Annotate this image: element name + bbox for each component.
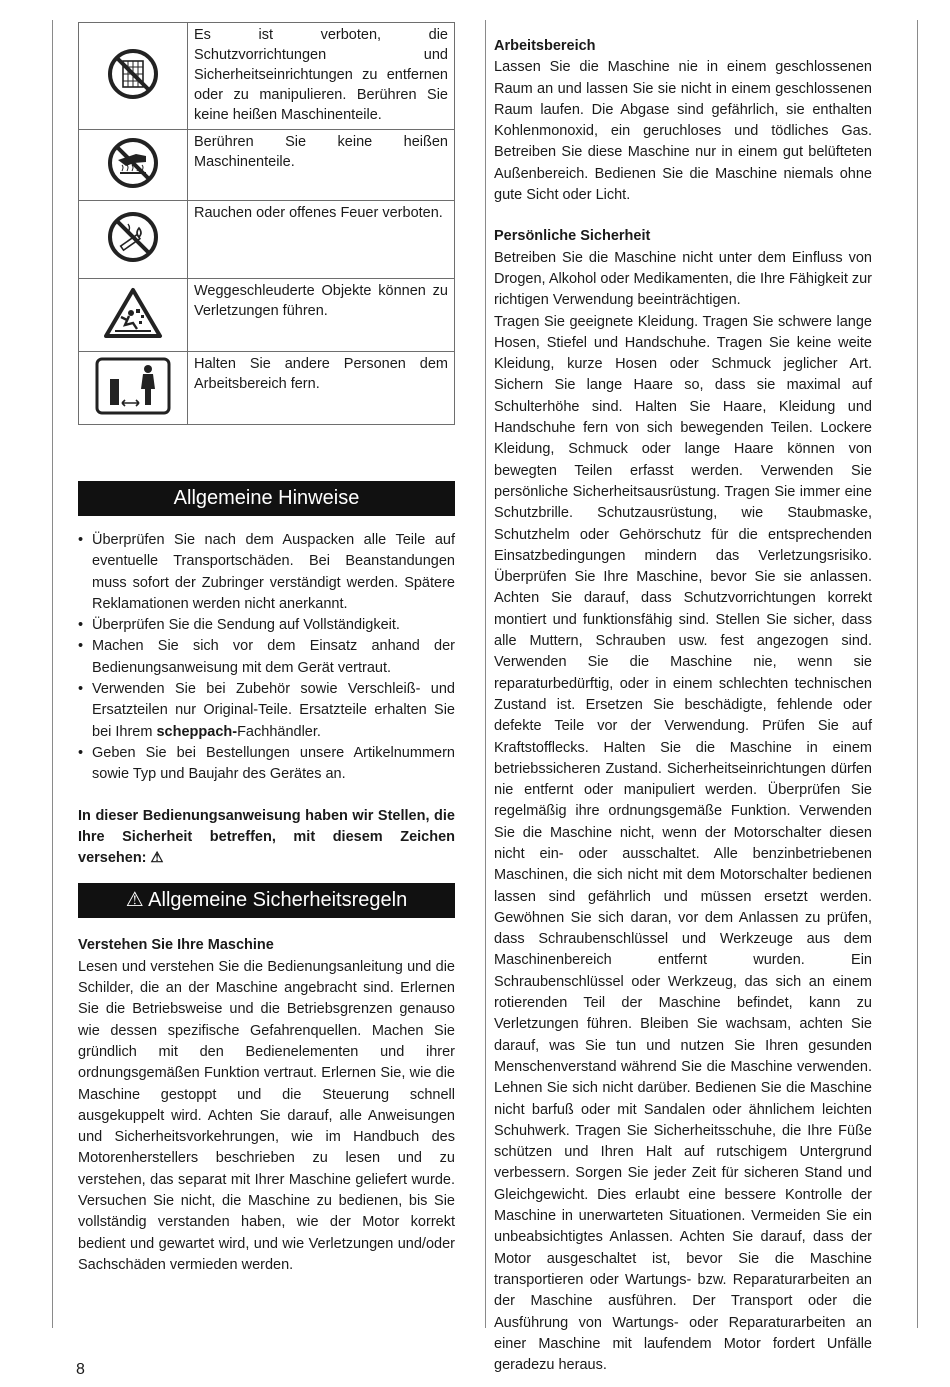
no-smoking-fire-icon [106, 210, 160, 264]
bullet: • [78, 638, 84, 655]
list-item: • Überprüfen Sie nach dem Auspacken alle Teile auf eventuelle Transportschäden. Bei Beanstandungen muss sofort der Zubringer verständigt werden. Spätere Reklamationen werden nicht anerkannt. [78, 532, 455, 612]
no-touch-hot-surface-icon [106, 136, 160, 190]
symbol-row [79, 201, 455, 279]
left-column [78, 22, 455, 1276]
keep-distance-persons-icon [95, 357, 171, 415]
list-item: • Machen Sie sich vor dem Einsatz anhand der Bedienungsanweisung mit dem Gerät vertraut. [78, 638, 455, 676]
right-column [494, 36, 872, 1376]
bullet: • [78, 744, 84, 761]
list-item: • Überprüfen Sie die Sendung auf Vollständigkeit. [78, 615, 455, 636]
brand-name: scheppach- [156, 723, 238, 740]
work-area-title: Arbeitsbereich [494, 38, 596, 54]
understand-machine-text: Lesen und verstehen Sie die Bedienungsanleitung und die Schilder, die an der Maschine angebracht sind. Erlernen Sie die Betriebsweise und die Betriebsgrenzen genauso wie dessen spezifische Gefahrenquellen. Machen Sie gründlich mit den Bedienelementen und ihrer ordnungsgemäßen Funktion vertraut. Erlernen Sie, wie die Maschine gestoppt und die Steuerung schnell ausgekuppelt wird. Achten Sie darauf, alle Anweisungen und Sicherheitsvorkehrungen, wie im Handbuch des Motorenherstellers beschrieben zu lesen und zu verstehen, das separat mit Ihrer Maschine geliefert wurde. Versuchen Sie nicht, die Maschine zu bedienen, bis Sie vollständig verstanden haben, wie der Motor korrekt bedient und gewartet wird, und wie Verletzungen und/oder Sachschäden vermieden werden. [78, 958, 455, 1273]
list-item: • Verwenden Sie bei Zubehör sowie Verschleiß- und Ersatzteilen nur Original-Teile. Ersatzteile erhalten Sie bei Ihrem scheppach-Fachhändler. [78, 681, 455, 740]
column-rule-middle [485, 20, 486, 1328]
warning-symbol-note: In dieser Bedienungsanweisung haben wir Stellen, die Ihre Sicherheit betreffen, mit diesem Zeichen versehen: ⚠ [78, 807, 455, 867]
bullet: • [78, 617, 84, 634]
page-number: 8 [76, 1361, 85, 1378]
symbol-row [79, 352, 455, 425]
general-notes-list [78, 530, 455, 786]
symbol-text: Halten Sie andere Personen dem Arbeitsbereich fern. [188, 352, 455, 425]
personal-safety-text-1: Betreiben Sie die Maschine nicht unter dem Einfluss von Drogen, Alkohol oder Medikamenten, die Ihre Fähigkeit zur richtigen Verwendung beeinträchtigen. [494, 249, 873, 309]
list-item: • Geben Sie bei Bestellungen unsere Artikelnummern sowie Typ und Baujahr des Gerätes an. [78, 744, 455, 783]
symbol-row [79, 23, 455, 130]
personal-safety-text-2: Tragen Sie geeignete Kleidung. Tragen Sie schwere lange Hosen, Stiefel und Handschuhe. Tragen Sie keine weite Kleidung, kurze Hosen oder Schmuck jeglicher Art. Sichern Sie lange Haare so, dass sie maximal auf Schulterhöhe sind. Halten Sie Haare, Kleidung und Handschuhe fern von sich bewegenden Teilen. Lockere Kleidung, Schmuck oder lange Haare können von bewegten Teilen erfasst werden. Verwenden Sie persönliche Sicherheitsausrüstung. Tragen Sie immer eine Schutzbrille. Schutzausrüstung, wie Staubmaske, Schutzhelm oder Gehörschutz für die entsprechenden Einsatzbedingungen mindern das Verletzungsrisiko. Überprüfen Sie Ihre Maschine, bevor Sie sie anlassen. Achten Sie darauf, dass Schutzvorrichtungen korrekt montiert und funktionsfähig sind. Stellen Sie sicher, dass alle Muttern, Schrauben usw. fest angezogen sind. Verwenden Sie die Maschine nie, wenn sie reparaturbedürftig, oder in einem schlechten technischen Zustand ist. Ersetzen Sie beschädigte, fehlende oder defekte Teile vor der Verwendung. Prüfen Sie auf Kraftstofflecks. Halten Sie die Maschine in einem betriebssicheren Zustand. Sicherheitseinrichtungen dürfen nie entfernt oder manipuliert werden. Überprüfen Sie regelmäßig ihre ordnungsgemäße Funktion. Verwenden Sie die Maschine nicht, wenn der Motorschalter diesen nicht ein- oder ausschaltet. Alle benzinbetriebenen Maschinen, die sich nicht mit dem Motorschalter bedienen lassen sind gefährlich und müssen ersetzt werden. Gewöhnen Sie sich daran, vor dem Anlassen zu prüfen, dass Schraubenschlüssel und Werkzeuge aus dem Maschinenbereich entfernt wurden. Ein Schraubenschlüssel oder Werkzeug, das sich an einem rotierenden Teil der Maschine befindet, kann zu Verletzungen führen. Bleiben Sie wachsam, achten Sie darauf, was Sie tun und nutzen Sie Ihren gesunden Menschenverstand während Sie die Maschine verwenden. Lehnen Sie sich nicht darüber. Bedienen Sie die Maschine nicht barfuß oder mit Sandalen oder ähnlichem leichten Schuhwerk. Tragen Sie Sicherheitsschuhe, die Ihre Füße schützen und Ihren Halt auf rutschigem Untergrund verbessern. Sorgen Sie jeder Zeit für sicheren Stand und Gleichgewicht. Dies erlaubt eine bessere Kontrolle der Maschine in unerwarteten Situationen. Vermeiden Sie ein unbeabsichtigtes Anlassen. Achten Sie darauf, dass der Motor ausgeschaltet ist, bevor Sie die Maschine transportieren oder Wartungs- bzw. Reparaturarbeiten an der Maschine ausführen. Der Transport oder die Ausführung von Wartungs- oder Reparaturarbeiten an einer Maschine mit laufendem Motor fordert Unfälle geradezu heraus. [494, 313, 872, 1374]
symbol-row [79, 130, 455, 201]
safety-rules-heading: ⚠ Allgemeine Sicherheitsregeln [78, 883, 455, 918]
symbol-row [79, 279, 455, 352]
column-rule-right [917, 20, 918, 1328]
bullet: • [78, 532, 84, 548]
general-notes-heading: Allgemeine Hinweise [78, 481, 455, 516]
symbol-text: Es ist verboten, die Schutzvorrichtungen und Sicherheitseinrichtungen zu entfernen oder zu manipulieren. Berühren Sie keine heißen Maschinenteile. [188, 23, 455, 130]
flying-objects-warning-icon [103, 287, 163, 339]
column-rule-left [52, 20, 53, 1328]
bullet: • [78, 681, 84, 698]
work-area-text: Lassen Sie die Maschine nie in einem geschlossenen Raum an und lassen Sie sie nicht in einem geschlossenen Raum laufen. Die Abgase sind gefährlich, sie enthalten Kohlenmonoxid, ein geruchloses und tödliches Gas. Betreiben Sie diese Maschine nur in einem gut belüfteten Außenbereich. Bedienen Sie die Maschine niemals ohne gute Sicht oder Licht. [494, 59, 872, 204]
understand-machine-title: Verstehen Sie Ihre Maschine [78, 937, 274, 954]
personal-safety-title: Persönliche Sicherheit [494, 228, 651, 245]
no-tampering-guard-icon [106, 47, 160, 101]
safety-symbols-table [78, 22, 455, 425]
symbol-text: Berühren Sie keine heißen Maschinenteile. [188, 130, 455, 201]
symbol-text: Rauchen oder offenes Feuer verboten. [188, 201, 455, 279]
symbol-text: Weggeschleuderte Objekte können zu Verletzungen führen. [188, 279, 455, 352]
